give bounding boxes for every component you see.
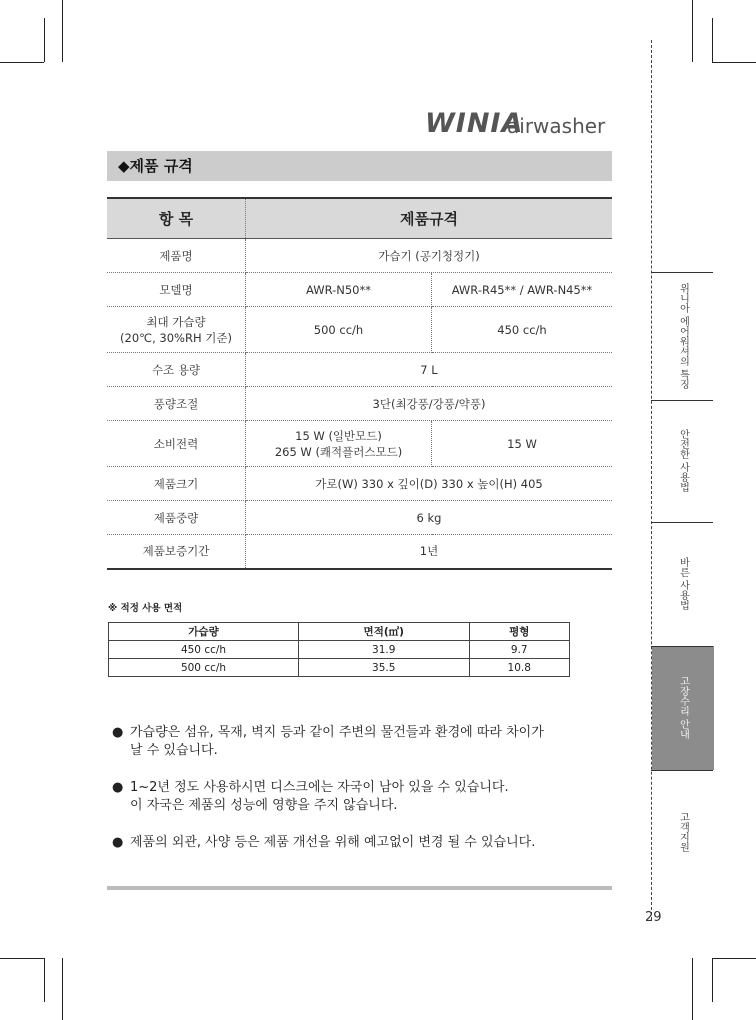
table-row [107, 273, 612, 307]
tab-divider [651, 646, 713, 647]
table-header-row [109, 623, 570, 641]
row-value: 가로(W) 330 x 깊이(D) 330 x 높이(H) 405 [246, 467, 613, 501]
row-value [246, 421, 432, 467]
row-label-line: 최대 가습량 [146, 314, 206, 329]
brand-logo [425, 108, 630, 140]
crop-mark [712, 18, 713, 62]
header-spec: 제품규격 [246, 198, 613, 239]
table-row [109, 659, 570, 677]
row-value: 가습기 (공기청정기) [246, 239, 613, 273]
table-cell: 35.5 [299, 659, 470, 677]
table-row [107, 421, 612, 467]
list-item-line: 이 자국은 제품의 성능에 영향을 주지 않습니다. [130, 798, 398, 813]
table-header-row [107, 198, 612, 239]
tab-support[interactable]: 고객지원 [677, 812, 689, 852]
row-value: 1년 [246, 535, 613, 569]
crop-mark [44, 18, 45, 62]
area-table [108, 622, 570, 677]
brand-airwasher: airwasher [507, 114, 606, 138]
row-label: 제품보증기간 [107, 535, 246, 569]
list-item [112, 779, 622, 815]
table-row [107, 353, 612, 387]
row-label: 제품중량 [107, 501, 246, 535]
list-item-line: 제품의 외관, 사양 등은 제품 개선을 위해 예고없이 변경 될 수 있습니다. [130, 835, 536, 850]
row-value: AWR-N50** [246, 273, 432, 307]
table-cell: 500 cc/h [109, 659, 299, 677]
row-value: 15 W [432, 421, 613, 467]
crop-mark [712, 958, 756, 959]
list-item [112, 724, 622, 760]
crop-mark [62, 0, 63, 62]
row-label: 소비전력 [107, 421, 246, 467]
tab-divider [651, 272, 713, 273]
row-label: 수조 용량 [107, 353, 246, 387]
table-row [107, 467, 612, 501]
row-value: 500 cc/h [246, 307, 432, 353]
section-title: ◆제품 규격 [118, 157, 193, 175]
list-item-line: 날 수 있습니다. [130, 743, 218, 758]
page-number: 29 [645, 910, 662, 925]
table-row [107, 501, 612, 535]
tab-troubleshooting[interactable]: 고장수리 안내 [677, 676, 689, 740]
crop-mark [44, 958, 45, 1002]
row-value-line: 265 W (쾌적플러스모드) [274, 444, 403, 459]
table-cell: 31.9 [299, 641, 470, 659]
row-value: AWR-R45** / AWR-N45** [432, 273, 613, 307]
tab-divider [651, 400, 713, 401]
table-cell: 10.8 [469, 659, 570, 677]
list-item-line: 1~2년 정도 사용하시면 디스크에는 자국이 남아 있을 수 있습니다. [130, 780, 509, 795]
row-value: 3단(최강풍/강풍/약풍) [246, 387, 613, 421]
tab-usage[interactable]: 바른 사용법 [677, 557, 689, 611]
list-item-line: 가습량은 섬유, 목재, 벽지 등과 같이 주변의 물건들과 환경에 따라 차이가 [130, 725, 544, 740]
table-row [107, 239, 612, 273]
brand-winia: WINIA [425, 108, 524, 139]
crop-mark [712, 958, 713, 1002]
crop-mark [0, 62, 44, 63]
row-value-line: 15 W (일반모드) [295, 428, 382, 443]
crop-mark [712, 62, 756, 63]
notes-list [112, 724, 622, 871]
header-cell: 평형 [469, 623, 570, 641]
row-value: 7 L [246, 353, 613, 387]
header-cell: 면적(㎡) [299, 623, 470, 641]
crop-mark [0, 958, 44, 959]
crop-mark [62, 958, 63, 1020]
table-cell: 9.7 [469, 641, 570, 659]
bullet-icon: ● [112, 725, 124, 740]
tab-features[interactable]: 위니아 에어워셔의 특징 [677, 282, 689, 390]
crop-mark [692, 958, 693, 1020]
table-row [109, 641, 570, 659]
tab-divider [651, 522, 713, 523]
row-value: 450 cc/h [432, 307, 613, 353]
header-cell: 가습량 [109, 623, 299, 641]
spec-table [107, 197, 612, 570]
bullet-icon: ● [112, 780, 124, 795]
bottom-rule [107, 886, 612, 890]
row-label: 풍량조절 [107, 387, 246, 421]
area-note: ※ 적정 사용 면적 [108, 603, 183, 614]
row-label [107, 307, 246, 353]
tab-divider [651, 770, 713, 771]
row-label: 모델명 [107, 273, 246, 307]
list-item [112, 834, 622, 852]
table-row [107, 307, 612, 353]
row-value: 6 kg [246, 501, 613, 535]
table-row [107, 535, 612, 569]
tab-safety[interactable]: 안전한 사용법 [677, 429, 689, 493]
table-cell: 450 cc/h [109, 641, 299, 659]
table-row [107, 387, 612, 421]
crop-mark [692, 0, 693, 62]
header-item: 항 목 [107, 198, 246, 239]
row-label: 제품크기 [107, 467, 246, 501]
row-label: 제품명 [107, 239, 246, 273]
row-label-line: (20℃, 30%RH 기준) [120, 330, 232, 345]
bullet-icon: ● [112, 835, 124, 850]
